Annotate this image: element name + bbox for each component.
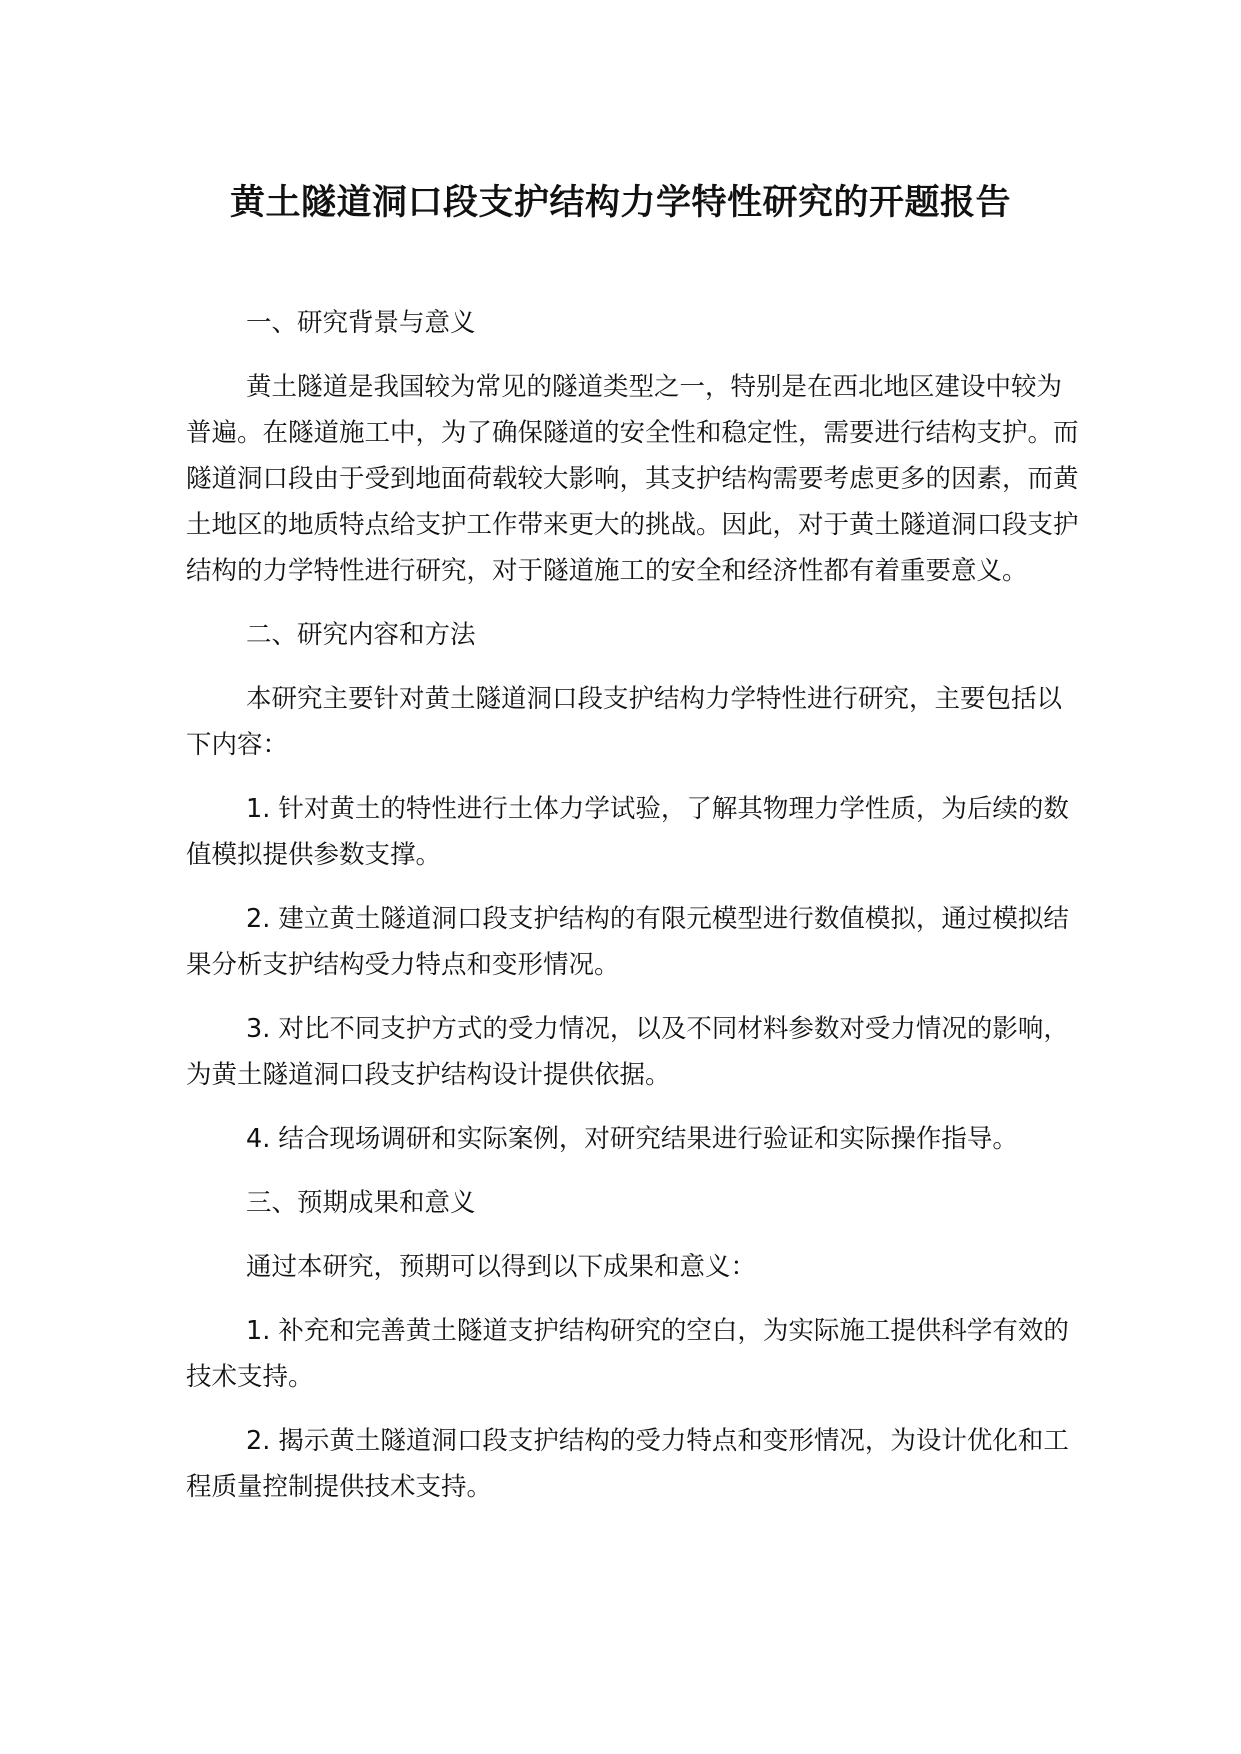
section-heading-content-method: 二、研究内容和方法 xyxy=(246,620,476,650)
list-item-content-2: 2. 建立黄土隧道洞口段支护结构的有限元模型进行数值模拟，通过模拟结果分析支护结构受力特点和变形情况。 xyxy=(186,904,1069,980)
section-heading-outcomes: 三、预期成果和意义 xyxy=(246,1188,476,1218)
paragraph-content-intro: 本研究主要针对黄土隧道洞口段支护结构力学特性进行研究，主要包括以下内容： xyxy=(186,684,1063,760)
document-body xyxy=(186,300,1086,1528)
list-item-content-3: 3. 对比不同支护方式的受力情况，以及不同材料参数对受力情况的影响，为黄土隧道洞口段支护结构设计提供依据。 xyxy=(186,1014,1069,1090)
list-item-outcome-2: 2. 揭示黄土隧道洞口段支护结构的受力特点和变形情况，为设计优化和工程质量控制提供技术支持。 xyxy=(186,1426,1069,1502)
list-item-content-1: 1. 针对黄土的特性进行土体力学试验，了解其物理力学性质，为后续的数值模拟提供参数支撑。 xyxy=(186,794,1069,870)
list-item-outcome-1: 1. 补充和完善黄土隧道支护结构研究的空白，为实际施工提供科学有效的技术支持。 xyxy=(186,1316,1069,1392)
paragraph-outcomes-intro: 通过本研究，预期可以得到以下成果和意义： xyxy=(246,1252,757,1282)
paragraph-background: 黄土隧道是我国较为常见的隧道类型之一，特别是在西北地区建设中较为普遍。在隧道施工中，为了确保隧道的安全性和稳定性，需要进行结构支护。而隧道洞口段由于受到地面荷载较大影响，其支护结构需要考虑更多的因素，而黄土地区的地质特点给支护工作带来更大的挑战。因此，对于黄土隧道洞口段支护结构的力学特性进行研究，对于隧道施工的安全和经济性都有着重要意义。 xyxy=(186,372,1079,586)
document-title: 黄土隧道洞口段支护结构力学特性研究的开题报告 xyxy=(229,183,1011,223)
list-item-content-4: 4. 结合现场调研和实际案例，对研究结果进行验证和实际操作指导。 xyxy=(246,1124,1018,1154)
section-heading-background: 一、研究背景与意义 xyxy=(246,308,476,338)
